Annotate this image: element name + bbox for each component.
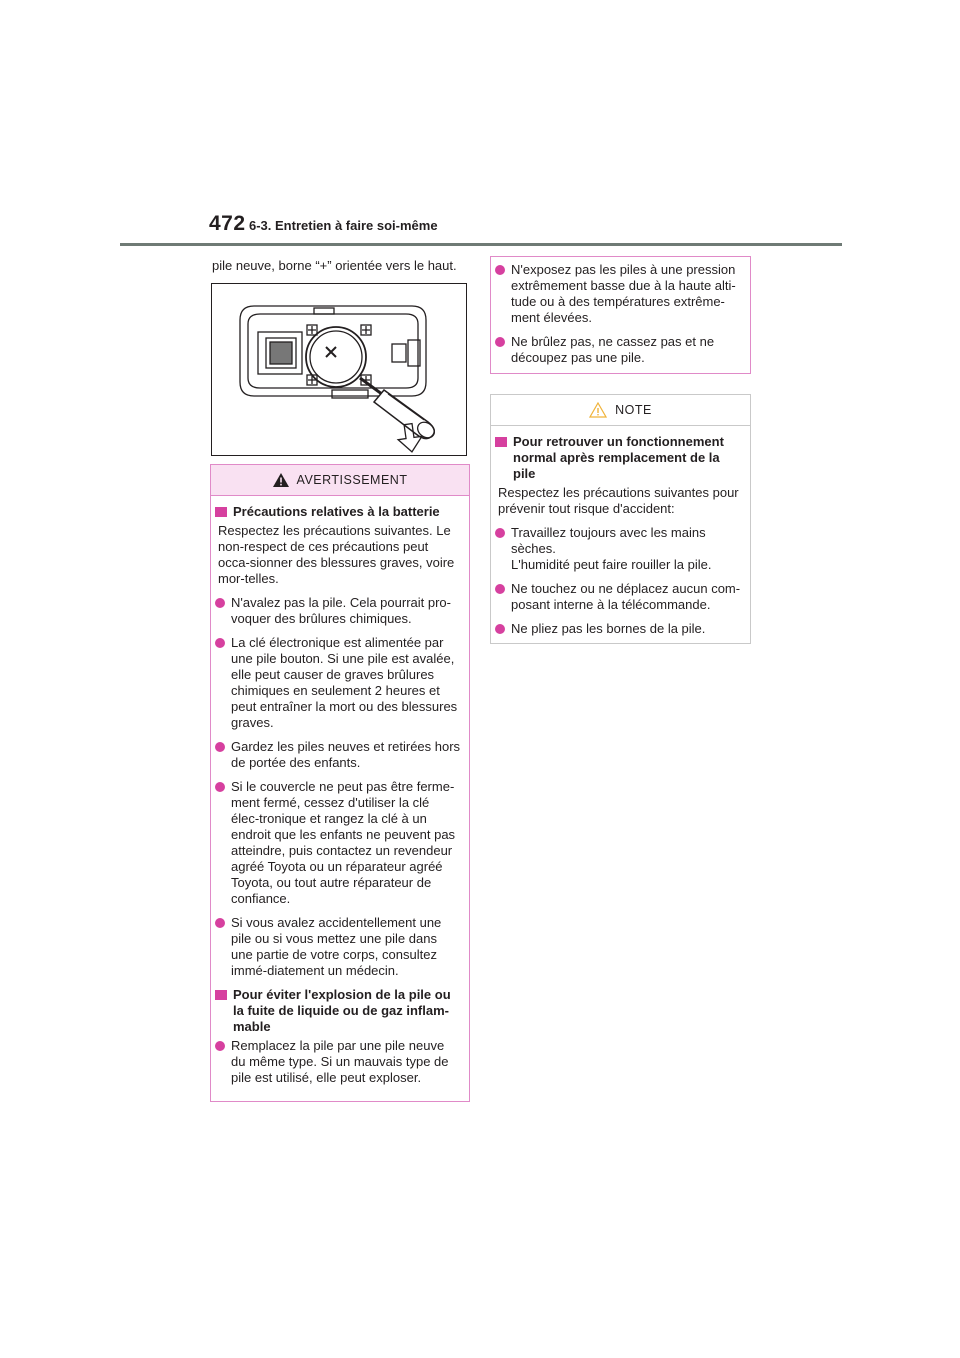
list-item: Travaillez toujours avec les mains sèches. L'humidité peut faire rouiller la pile. bbox=[495, 525, 742, 573]
square-bullet-icon bbox=[495, 437, 507, 447]
list-item: Remplacez la pile par une pile neuve du même type. Si un mauvais type de pile est utilisé, elle peut exploser. bbox=[215, 1038, 461, 1086]
warning-intro: Respectez les précautions suivantes. Le non-respect de ces précautions peut occa-sionner des blessures graves, voire mor-telles. bbox=[218, 523, 455, 586]
warning-continued-box bbox=[490, 256, 751, 374]
note-heading: Pour retrouver un fonctionnement normal après remplacement de la pile bbox=[495, 434, 742, 482]
warning-title: AVERTISSEMENT bbox=[296, 473, 408, 487]
square-bullet-icon bbox=[215, 507, 227, 517]
square-bullet-icon bbox=[215, 990, 227, 1000]
header-rule bbox=[120, 243, 842, 246]
warning-heading-explosion: Pour éviter l'explosion de la pile ou la fuite de liquide ou de gaz inflam-mable bbox=[215, 987, 461, 1035]
warning-triangle-icon bbox=[273, 473, 289, 487]
list-item: Gardez les piles neuves et retirées hors de portée des enfants. bbox=[215, 739, 461, 771]
key-battery-figure bbox=[211, 283, 467, 456]
note-box bbox=[490, 394, 751, 644]
intro-text: pile neuve, borne “+” orientée vers le haut. bbox=[212, 258, 457, 273]
list-item: Ne touchez ou ne déplacez aucun com-posant interne à la télécommande. bbox=[495, 581, 742, 613]
round-bullet-icon bbox=[215, 782, 225, 792]
page-number: 472 bbox=[209, 212, 246, 235]
round-bullet-icon bbox=[215, 742, 225, 752]
round-bullet-icon bbox=[495, 337, 505, 347]
key-battery-replacement-illustration bbox=[212, 284, 466, 455]
round-bullet-icon bbox=[215, 638, 225, 648]
round-bullet-icon bbox=[215, 598, 225, 608]
caution-triangle-icon bbox=[589, 402, 607, 418]
list-item: La clé électronique est alimentée par une pile bouton. Si une pile est avalée, elle peut causer de graves brûlures chimiques en seulement 2 heures et peut entraîner la mort ou des blessures graves. bbox=[215, 635, 461, 731]
section-title: 6-3. Entretien à faire soi-même bbox=[249, 218, 438, 233]
round-bullet-icon bbox=[495, 624, 505, 634]
round-bullet-icon bbox=[215, 1041, 225, 1051]
note-intro: Respectez les précautions suivantes pour prévenir tout risque d'accident: bbox=[498, 485, 739, 516]
warning-heading-battery: Précautions relatives à la batterie bbox=[215, 504, 461, 520]
round-bullet-icon bbox=[215, 918, 225, 928]
note-title: NOTE bbox=[615, 403, 652, 417]
list-item: N'avalez pas la pile. Cela pourrait pro-voquer des brûlures chimiques. bbox=[215, 595, 461, 627]
note-header bbox=[491, 395, 750, 426]
round-bullet-icon bbox=[495, 265, 505, 275]
list-item: Ne pliez pas les bornes de la pile. bbox=[495, 621, 742, 637]
list-item: Si le couvercle ne peut pas être ferme-ment fermé, cessez d'utiliser la clé élec-tronique et rangez la clé à un endroit que les enfants ne peuvent pas atteindre, puis contactez un revendeur agréé Toyota ou un réparateur agréé Toyota, ou tout autre réparateur de confiance. bbox=[215, 779, 461, 907]
list-item: N'exposez pas les piles à une pression extrêmement basse due à la haute alti-tude ou à des températures extrême-ment élevées. bbox=[495, 262, 742, 326]
list-item: Ne brûlez pas, ne cassez pas et ne découpez pas une pile. bbox=[495, 334, 742, 366]
round-bullet-icon bbox=[495, 584, 505, 594]
warning-box bbox=[210, 464, 470, 1102]
warning-header bbox=[211, 465, 469, 496]
round-bullet-icon bbox=[495, 528, 505, 538]
list-item: Si vous avalez accidentellement une pile ou si vous mettez une pile dans une partie de votre corps, consultez immé-diatement un médecin. bbox=[215, 915, 461, 979]
